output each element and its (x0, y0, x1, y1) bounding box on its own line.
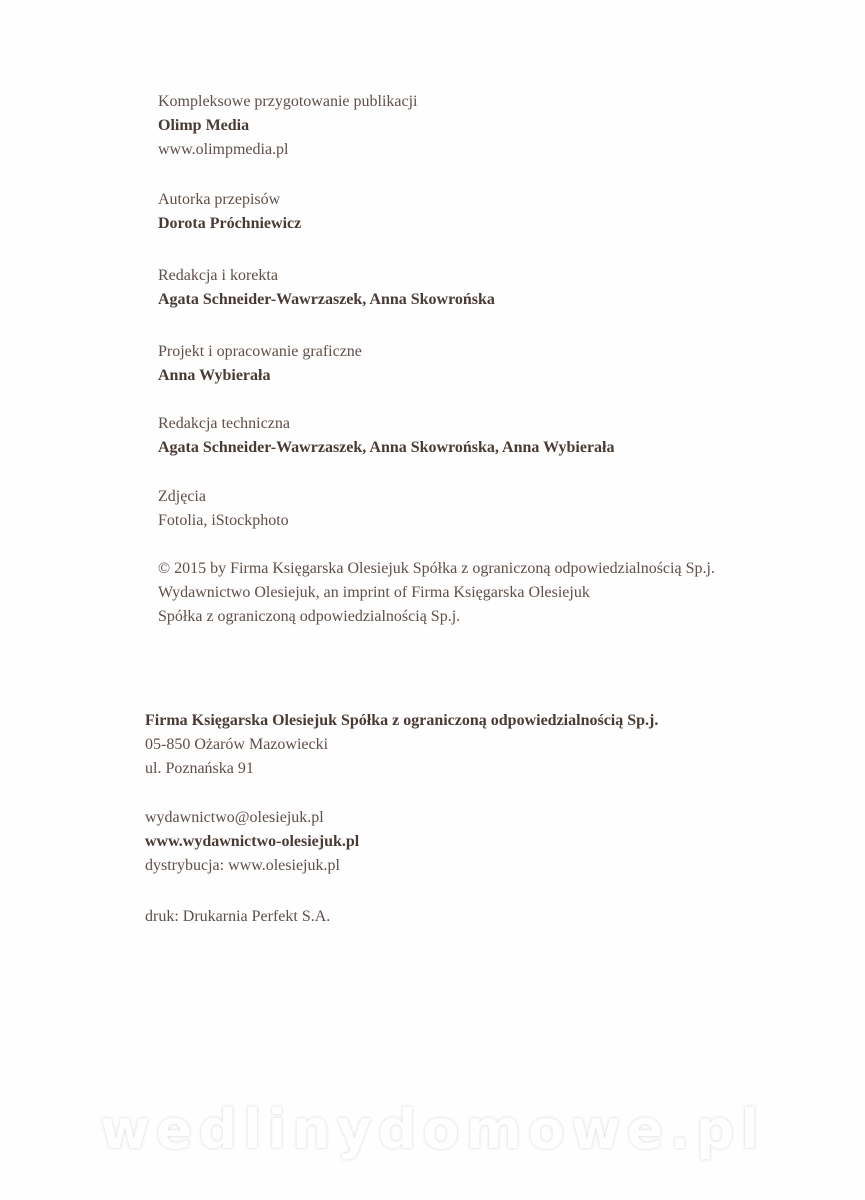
author-label: Autorka przepisów (158, 191, 281, 208)
design-label: Projekt i opracowanie graficzne (158, 343, 362, 360)
design-section (158, 340, 362, 388)
editing-label: Redakcja i korekta (158, 267, 278, 284)
print-text: druk: Drukarnia Perfekt S.A. (145, 908, 331, 925)
preparation-name: Olimp Media (158, 117, 250, 134)
contact-email: wydawnictwo@olesiejuk.pl (145, 809, 324, 826)
watermark: wedlinydomowe.pl (99, 1098, 766, 1161)
contact-website: www.wydawnictwo-olesiejuk.pl (145, 833, 360, 850)
technical-names: Agata Schneider-Wawrzaszek, Anna Skowrońska, Anna Wybierała (158, 439, 615, 456)
publisher-section (145, 709, 658, 781)
author-section (158, 188, 301, 236)
editing-section (158, 264, 495, 312)
publisher-postal: 05-850 Ożarów Mazowiecki (145, 736, 329, 753)
author-name: Dorota Próchniewicz (158, 215, 302, 232)
copyright-line2: Wydawnictwo Olesiejuk, an imprint of Firma Księgarska Olesiejuk (158, 584, 590, 601)
copyright-line1: © 2015 by Firma Księgarska Olesiejuk Spółka z ograniczoną odpowiedzialnością Sp.j. (158, 560, 715, 577)
copyright-section (158, 557, 715, 629)
editing-names: Agata Schneider-Wawrzaszek, Anna Skowrońska (158, 291, 495, 308)
photos-section (158, 485, 289, 533)
copyright-line3: Spółka z ograniczoną odpowiedzialnością Sp.j. (158, 608, 461, 625)
photos-label: Zdjęcia (158, 488, 206, 505)
publisher-street: ul. Poznańska 91 (145, 760, 254, 777)
design-name: Anna Wybierała (158, 367, 271, 384)
print-section (145, 905, 330, 929)
photos-source: Fotolia, iStockphoto (158, 512, 289, 529)
preparation-section (158, 90, 418, 162)
contact-section (145, 806, 359, 878)
publisher-name: Firma Księgarska Olesiejuk Spółka z ograniczoną odpowiedzialnością Sp.j. (145, 712, 659, 729)
preparation-url: www.olimpmedia.pl (158, 141, 289, 158)
preparation-label: Kompleksowe przygotowanie publikacji (158, 93, 418, 110)
technical-section (158, 412, 615, 460)
contact-distribution: dystrybucja: www.olesiejuk.pl (145, 857, 340, 874)
technical-label: Redakcja techniczna (158, 415, 290, 432)
